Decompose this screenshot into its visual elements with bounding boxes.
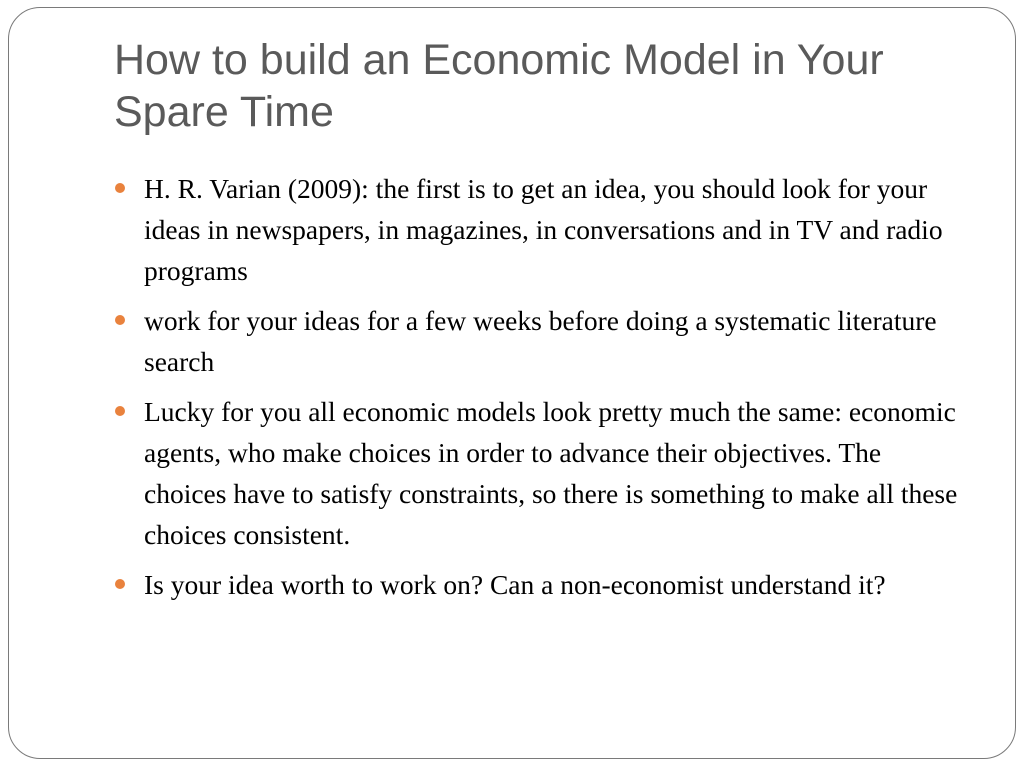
bullet-item [144,564,964,605]
bullet-text: Is your idea worth to work on? Can a non-economist understand it? [144,569,886,600]
bullet-item [144,300,964,382]
bullet-dot-icon [115,315,125,325]
bullet-item [144,168,964,291]
bullet-item [144,391,964,555]
slide-title: How to build an Economic Model in Your Spare Time [114,36,884,136]
bullet-dot-icon [115,183,125,193]
bullet-text: H. R. Varian (2009): the first is to get an idea, you should look for your ideas in newspapers, in magazines, in conversations and in TV and radio programs [144,173,943,286]
bullet-text: work for your ideas for a few weeks before doing a systematic literature search [144,305,937,377]
bullet-list [144,168,964,614]
bullet-dot-icon [115,579,125,589]
bullet-dot-icon [115,406,125,416]
bullet-text: Lucky for you all economic models look pretty much the same: economic agents, who make choices in order to advance their objectives. The choices have to satisfy constraints, so there is something to make all these choices consistent. [144,396,958,550]
